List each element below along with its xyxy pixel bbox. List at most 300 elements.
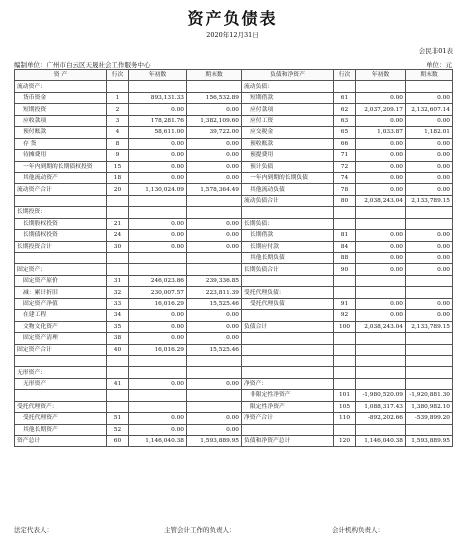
asset-end-cell: 0.00 (187, 138, 242, 149)
liability-begin-cell (356, 218, 406, 229)
asset-end-cell (187, 81, 242, 92)
asset-end-cell (187, 264, 242, 275)
asset-begin-cell (129, 390, 187, 401)
liability-line-cell (334, 207, 356, 218)
asset-end-cell: 0.00 (187, 230, 242, 241)
liability-begin-cell (356, 424, 406, 435)
liability-line-cell (334, 367, 356, 378)
liability-end-cell: 0.00 (406, 253, 453, 264)
table-row (15, 115, 453, 126)
asset-line-cell: 2 (107, 104, 129, 115)
asset-begin-cell: 0.00 (129, 310, 187, 321)
asset-name-cell: 应收款项 (15, 115, 107, 126)
table-row (15, 195, 453, 206)
liability-end-cell: 2,132,607.14 (406, 104, 453, 115)
liability-begin-cell: 0.00 (356, 115, 406, 126)
asset-end-cell: 156,532.89 (187, 92, 242, 103)
asset-end-cell: 0.00 (187, 424, 242, 435)
liability-name-cell: 非限定性净资产 (242, 390, 334, 401)
asset-line-cell (107, 355, 129, 366)
asset-end-cell (187, 367, 242, 378)
liability-name-cell: 限定性净资产 (242, 401, 334, 412)
liability-begin-cell: 0.00 (356, 172, 406, 183)
table-row (15, 310, 453, 321)
liability-name-cell: 负债和净资产总计 (242, 436, 334, 447)
asset-begin-cell: 16,016.29 (129, 344, 187, 355)
liability-line-cell: 65 (334, 127, 356, 138)
asset-name-cell: 其他流动资产 (15, 172, 107, 183)
asset-begin-cell (129, 264, 187, 275)
table-row (15, 287, 453, 298)
liability-end-cell: 0.00 (406, 138, 453, 149)
asset-line-cell: 4 (107, 127, 129, 138)
asset-line-cell (107, 401, 129, 412)
liability-end-cell: 1,380,982.10 (406, 401, 453, 412)
header-begin: 年初数 (129, 70, 187, 81)
liability-name-cell: 流动负债： (242, 81, 334, 92)
asset-begin-cell (129, 367, 187, 378)
liability-end-cell (406, 275, 453, 286)
table-row (15, 378, 453, 389)
liability-end-cell: 0.00 (406, 150, 453, 161)
asset-begin-cell: 16,016.29 (129, 298, 187, 309)
asset-end-cell (187, 390, 242, 401)
table-row (15, 424, 453, 435)
liability-begin-cell: 0.00 (356, 310, 406, 321)
asset-begin-cell (129, 81, 187, 92)
asset-name-cell: 固定资产清理 (15, 333, 107, 344)
asset-name-cell (15, 355, 107, 366)
legal-rep-label: 法定代表人： (14, 526, 53, 534)
liability-line-cell: 80 (334, 195, 356, 206)
asset-name-cell: 文物文化资产 (15, 321, 107, 332)
asset-line-cell (107, 207, 129, 218)
asset-end-cell: 0.00 (187, 161, 242, 172)
asset-name-cell: 存 货 (15, 138, 107, 149)
liability-end-cell (406, 344, 453, 355)
table-row (15, 172, 453, 183)
liability-begin-cell: 0.00 (356, 264, 406, 275)
asset-begin-cell: 1,146,040.38 (129, 436, 187, 447)
table-row (15, 92, 453, 103)
liability-name-cell: 其他长期负债 (242, 253, 334, 264)
liability-name-cell (242, 333, 334, 344)
asset-begin-cell: 0.00 (129, 333, 187, 344)
asset-name-cell: 资产总计 (15, 436, 107, 447)
liability-name-cell: 应付款项 (242, 104, 334, 115)
asset-line-cell: 20 (107, 184, 129, 195)
asset-name-cell: 其他长期资产 (15, 424, 107, 435)
asset-end-cell: 39,722.00 (187, 127, 242, 138)
asset-name-cell (15, 390, 107, 401)
liability-end-cell (406, 333, 453, 344)
asset-name-cell: 固定资产净值 (15, 298, 107, 309)
liability-line-cell: 71 (334, 150, 356, 161)
asset-line-cell: 41 (107, 378, 129, 389)
header-liabilities: 负债和净资产 (242, 70, 334, 81)
asset-line-cell: 38 (107, 333, 129, 344)
liability-end-cell: 0.00 (406, 184, 453, 195)
liability-end-cell: 1,182.01 (406, 127, 453, 138)
liability-name-cell: 负债合计 (242, 321, 334, 332)
asset-line-cell (107, 390, 129, 401)
table-row (15, 355, 453, 366)
liability-begin-cell (356, 333, 406, 344)
liability-line-cell: 78 (334, 184, 356, 195)
liability-end-cell (406, 367, 453, 378)
liability-line-cell: 91 (334, 298, 356, 309)
accounting-dept-head-label: 会计机构负责人： (332, 526, 384, 534)
asset-begin-cell: 0.00 (129, 172, 187, 183)
liability-begin-cell: -892,202.66 (356, 413, 406, 424)
asset-name-cell (15, 195, 107, 206)
liability-begin-cell (356, 275, 406, 286)
liability-end-cell: -539,899.20 (406, 413, 453, 424)
liability-name-cell: 预计负债 (242, 161, 334, 172)
liability-name-cell: 受托代理负债： (242, 287, 334, 298)
asset-line-cell (107, 81, 129, 92)
liability-begin-cell: 0.00 (356, 184, 406, 195)
liability-name-cell (242, 310, 334, 321)
table-row (15, 264, 453, 275)
asset-end-cell: 239,336.85 (187, 275, 242, 286)
table-row (15, 230, 453, 241)
asset-name-cell (15, 253, 107, 264)
table-row (15, 81, 453, 92)
table-row (15, 253, 453, 264)
liability-begin-cell: 0.00 (356, 241, 406, 252)
liability-end-cell: 0.00 (406, 310, 453, 321)
liability-name-cell: 净资产： (242, 378, 334, 389)
liability-line-cell (334, 333, 356, 344)
table-row (15, 344, 453, 355)
asset-begin-cell: 0.00 (129, 161, 187, 172)
asset-line-cell: 18 (107, 172, 129, 183)
asset-name-cell: 待摊费用 (15, 150, 107, 161)
table-row (15, 401, 453, 412)
liability-end-cell: 2,133,789.15 (406, 195, 453, 206)
liability-line-cell (334, 81, 356, 92)
liability-begin-cell: 0.00 (356, 298, 406, 309)
asset-end-cell: 0.00 (187, 321, 242, 332)
liability-begin-cell: 2,037,209.17 (356, 104, 406, 115)
asset-name-cell: 长期投资合计 (15, 241, 107, 252)
liability-begin-cell: 1,033.87 (356, 127, 406, 138)
table-row (15, 275, 453, 286)
asset-begin-cell: 0.00 (129, 104, 187, 115)
liability-end-cell (406, 287, 453, 298)
liability-end-cell: 0.00 (406, 241, 453, 252)
asset-begin-cell: 0.00 (129, 413, 187, 424)
asset-name-cell: 无形资产 (15, 378, 107, 389)
page-title: 资产负债表 (187, 9, 278, 28)
asset-end-cell: 15,525.46 (187, 298, 242, 309)
liability-end-cell: -1,920,881.30 (406, 390, 453, 401)
asset-end-cell (187, 355, 242, 366)
liability-begin-cell (356, 81, 406, 92)
asset-begin-cell: 0.00 (129, 241, 187, 252)
asset-end-cell (187, 253, 242, 264)
asset-line-cell: 34 (107, 310, 129, 321)
table-row (15, 184, 453, 195)
liability-name-cell: 预提费用 (242, 150, 334, 161)
asset-begin-cell (129, 253, 187, 264)
asset-begin-cell (129, 207, 187, 218)
asset-begin-cell: 893,131.33 (129, 92, 187, 103)
asset-begin-cell: 0.00 (129, 150, 187, 161)
table-row (15, 333, 453, 344)
asset-begin-cell: 0.00 (129, 424, 187, 435)
liability-name-cell (242, 275, 334, 286)
table-body (15, 81, 453, 447)
asset-line-cell: 24 (107, 230, 129, 241)
liability-begin-cell: 2,038,243.04 (356, 321, 406, 332)
liability-end-cell: 0.00 (406, 161, 453, 172)
asset-end-cell: 0.00 (187, 333, 242, 344)
accounting-head-label: 主管会计工作的负责人： (164, 526, 236, 534)
org-unit-row (14, 60, 452, 69)
asset-end-cell (187, 207, 242, 218)
liability-line-cell (334, 218, 356, 229)
asset-line-cell: 15 (107, 161, 129, 172)
asset-line-cell: 35 (107, 321, 129, 332)
asset-end-cell: 1,593,889.95 (187, 436, 242, 447)
liability-name-cell: 净资产合计 (242, 413, 334, 424)
report-date: 2020年12月31日 (206, 31, 259, 39)
asset-name-cell: 长期投资： (15, 207, 107, 218)
liability-line-cell (334, 287, 356, 298)
asset-line-cell: 33 (107, 298, 129, 309)
liability-name-cell: 长期借款 (242, 230, 334, 241)
liability-name-cell: 长期负债合计 (242, 264, 334, 275)
asset-begin-cell (129, 195, 187, 206)
liability-line-cell: 81 (334, 230, 356, 241)
asset-end-cell: 0.00 (187, 218, 242, 229)
asset-name-cell: 长期股权投资 (15, 218, 107, 229)
liability-line-cell: 74 (334, 172, 356, 183)
asset-end-cell: 15,525.46 (187, 344, 242, 355)
asset-begin-cell: 58,611.00 (129, 127, 187, 138)
form-code: 会民非01表 (418, 47, 453, 55)
liability-name-cell (242, 367, 334, 378)
asset-name-cell: 流动资产合计 (15, 184, 107, 195)
liability-line-cell: 90 (334, 264, 356, 275)
asset-name-cell: 短期投资 (15, 104, 107, 115)
asset-end-cell: 0.00 (187, 241, 242, 252)
balance-sheet-table (14, 69, 453, 447)
liability-name-cell: 一年内到期的长期负债 (242, 172, 334, 183)
liability-line-cell: 101 (334, 390, 356, 401)
liability-name-cell: 应交税金 (242, 127, 334, 138)
liability-end-cell (406, 207, 453, 218)
liability-line-cell: 63 (334, 115, 356, 126)
liability-end-cell (406, 218, 453, 229)
liability-line-cell: 72 (334, 161, 356, 172)
liability-end-cell: 1,593,889.95 (406, 436, 453, 447)
liability-name-cell (242, 424, 334, 435)
asset-name-cell: 长期债权投资 (15, 230, 107, 241)
liability-end-cell: 0.00 (406, 172, 453, 183)
liability-line-cell: 105 (334, 401, 356, 412)
asset-begin-cell: 0.00 (129, 218, 187, 229)
asset-end-cell: 0.00 (187, 150, 242, 161)
asset-end-cell: 0.00 (187, 104, 242, 115)
liability-begin-cell: 0.00 (356, 150, 406, 161)
header-begin: 年初数 (356, 70, 406, 81)
table-row (15, 218, 453, 229)
liability-begin-cell (356, 367, 406, 378)
liability-line-cell: 100 (334, 321, 356, 332)
liability-name-cell: 长期应付款 (242, 241, 334, 252)
liability-end-cell: 0.00 (406, 264, 453, 275)
liability-name-cell: 预收账款 (242, 138, 334, 149)
table-row (15, 104, 453, 115)
liability-name-cell: 其他流动负债 (242, 184, 334, 195)
liability-begin-cell: 0.00 (356, 92, 406, 103)
asset-line-cell: 9 (107, 150, 129, 161)
table-row (15, 127, 453, 138)
liability-line-cell: 66 (334, 138, 356, 149)
asset-line-cell: 30 (107, 241, 129, 252)
liability-line-cell: 84 (334, 241, 356, 252)
liability-begin-cell: 0.00 (356, 230, 406, 241)
liability-line-cell: 110 (334, 413, 356, 424)
asset-begin-cell: 230,007.57 (129, 287, 187, 298)
table-header-row (15, 70, 453, 81)
liability-name-cell: 应付工资 (242, 115, 334, 126)
liability-name-cell: 流动负债合计 (242, 195, 334, 206)
asset-end-cell: 0.00 (187, 413, 242, 424)
org-label: 编制单位：广州市白云区天晟社会工作服务中心 (14, 61, 151, 69)
asset-line-cell (107, 367, 129, 378)
asset-name-cell: 流动资产： (15, 81, 107, 92)
liability-begin-cell (356, 355, 406, 366)
asset-begin-cell: 0.00 (129, 138, 187, 149)
table-row (15, 150, 453, 161)
asset-line-cell: 31 (107, 275, 129, 286)
header-end: 期末数 (406, 70, 453, 81)
liability-end-cell: 2,133,789.15 (406, 321, 453, 332)
liability-begin-cell: 1,146,040.38 (356, 436, 406, 447)
unit-label: 单位：元 (426, 61, 452, 69)
liability-begin-cell: 0.00 (356, 161, 406, 172)
asset-name-cell: 固定资产： (15, 264, 107, 275)
asset-end-cell: 0.00 (187, 172, 242, 183)
liability-end-cell (406, 355, 453, 366)
asset-begin-cell: 0.00 (129, 321, 187, 332)
asset-line-cell: 1 (107, 92, 129, 103)
asset-begin-cell (129, 401, 187, 412)
liability-line-cell: 120 (334, 436, 356, 447)
asset-end-cell: 0.00 (187, 378, 242, 389)
asset-end-cell: 1,382,109.60 (187, 115, 242, 126)
asset-name-cell: 货币资金 (15, 92, 107, 103)
asset-begin-cell (129, 355, 187, 366)
liability-name-cell (242, 344, 334, 355)
asset-line-cell: 21 (107, 218, 129, 229)
asset-name-cell: 受托代理资产 (15, 413, 107, 424)
asset-name-cell: 无形资产： (15, 367, 107, 378)
table-row (15, 298, 453, 309)
table-row (15, 390, 453, 401)
liability-begin-cell (356, 287, 406, 298)
asset-name-cell: 减：累计折旧 (15, 287, 107, 298)
liability-line-cell: 92 (334, 310, 356, 321)
asset-begin-cell: 178,281.76 (129, 115, 187, 126)
table-row (15, 413, 453, 424)
asset-line-cell: 52 (107, 424, 129, 435)
liability-end-cell: 0.00 (406, 298, 453, 309)
liability-begin-cell (356, 207, 406, 218)
liability-line-cell (334, 275, 356, 286)
liability-line-cell (334, 424, 356, 435)
asset-end-cell: 0.00 (187, 310, 242, 321)
liability-line-cell: 62 (334, 104, 356, 115)
liability-line-cell (334, 355, 356, 366)
table-row (15, 367, 453, 378)
liability-end-cell: 0.00 (406, 115, 453, 126)
liability-name-cell (242, 355, 334, 366)
asset-line-cell: 3 (107, 115, 129, 126)
asset-name-cell: 固定资产合计 (15, 344, 107, 355)
liability-line-cell (334, 378, 356, 389)
header-assets: 资 产 (15, 70, 107, 81)
liability-end-cell: 0.00 (406, 230, 453, 241)
asset-name-cell: 预付账款 (15, 127, 107, 138)
liability-line-cell: 88 (334, 253, 356, 264)
asset-line-cell: 51 (107, 413, 129, 424)
header-line: 行次 (107, 70, 129, 81)
asset-name-cell: 在建工程 (15, 310, 107, 321)
asset-begin-cell: 1,130,024.09 (129, 184, 187, 195)
liability-name-cell: 受托代理负债 (242, 298, 334, 309)
asset-line-cell (107, 253, 129, 264)
liability-begin-cell: 1,088,317.43 (356, 401, 406, 412)
liability-end-cell (406, 378, 453, 389)
asset-line-cell: 32 (107, 287, 129, 298)
asset-end-cell (187, 195, 242, 206)
liability-name-cell: 短期借款 (242, 92, 334, 103)
asset-begin-cell: 0.00 (129, 378, 187, 389)
table-row (15, 207, 453, 218)
table-row (15, 321, 453, 332)
asset-begin-cell: 246,023.86 (129, 275, 187, 286)
asset-begin-cell: 0.00 (129, 230, 187, 241)
asset-end-cell: 223,811.39 (187, 287, 242, 298)
asset-line-cell (107, 195, 129, 206)
liability-line-cell: 61 (334, 92, 356, 103)
asset-end-cell: 1,578,364.49 (187, 184, 242, 195)
liability-end-cell: 0.00 (406, 92, 453, 103)
table-row (15, 161, 453, 172)
liability-begin-cell: 2,038,243.04 (356, 195, 406, 206)
liability-begin-cell: 0.00 (356, 253, 406, 264)
asset-line-cell: 8 (107, 138, 129, 149)
asset-name-cell: 一年内到期的长期债权投资 (15, 161, 107, 172)
asset-line-cell (107, 264, 129, 275)
liability-name-cell: 长期负债： (242, 218, 334, 229)
liability-begin-cell (356, 378, 406, 389)
liability-end-cell (406, 424, 453, 435)
liability-begin-cell (356, 344, 406, 355)
liability-begin-cell: -1,980,520.09 (356, 390, 406, 401)
asset-name-cell: 受托代理资产： (15, 401, 107, 412)
table-row (15, 138, 453, 149)
asset-name-cell: 固定资产原价 (15, 275, 107, 286)
asset-end-cell (187, 401, 242, 412)
liability-line-cell (334, 344, 356, 355)
liability-end-cell (406, 81, 453, 92)
